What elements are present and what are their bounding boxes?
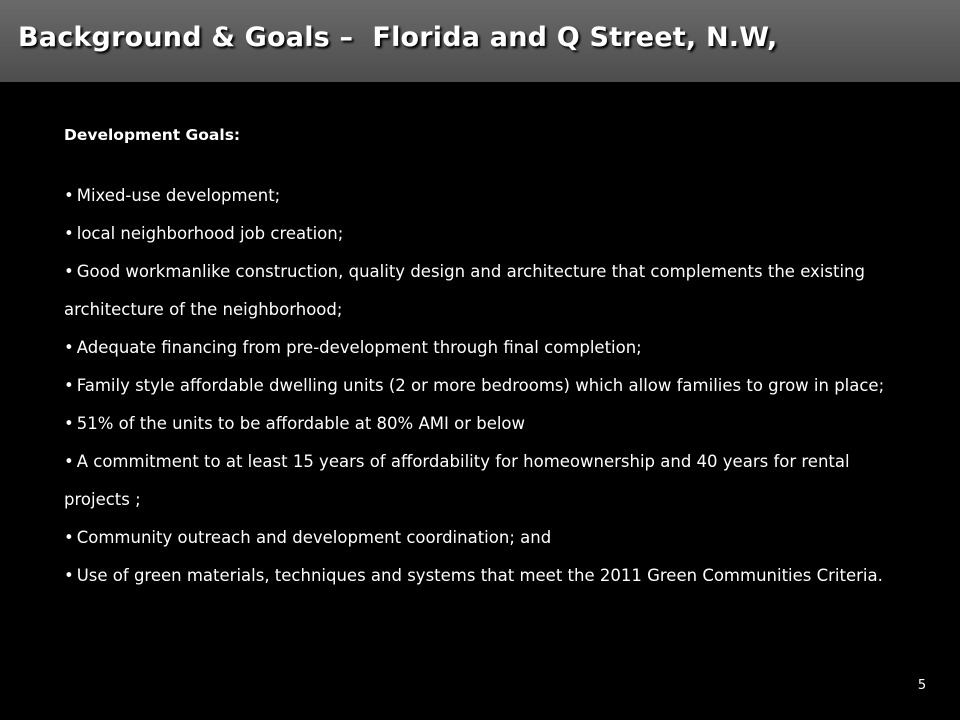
bullet-icon: •: [64, 338, 74, 357]
goal-text: Community outreach and development coordination; and: [76, 528, 552, 547]
goal-text: local neighborhood job creation;: [76, 224, 344, 243]
goal-text: Good workmanlike construction, quality design and architecture that complements the existing architecture of the neighborhood;: [64, 262, 865, 319]
goal-text: Family style affordable dwelling units (2 or more bedrooms) which allow families to grow in place;: [76, 376, 885, 395]
bullet-icon: •: [64, 376, 74, 395]
goal-item: [64, 443, 910, 519]
title-bar: [0, 0, 960, 82]
bullet-icon: •: [64, 452, 74, 471]
goal-item: [64, 367, 910, 405]
goal-text: 51% of the units to be affordable at 80% AMI or below: [76, 414, 526, 433]
bullet-icon: •: [64, 414, 74, 433]
goals-list: [64, 177, 910, 595]
slide-title: Background & Goals – Florida and Q Street, N.W,: [18, 22, 778, 53]
bullet-icon: •: [64, 566, 74, 585]
goal-text: Mixed-use development;: [76, 186, 281, 205]
goal-text: Use of green materials, techniques and systems that meet the 2011 Green Communities Criteria.: [76, 566, 883, 585]
goal-item: [64, 405, 910, 443]
goal-item: [64, 253, 910, 329]
goal-text: Adequate financing from pre-development through final completion;: [76, 338, 642, 357]
section-heading: Development Goals:: [64, 126, 241, 144]
goal-item: [64, 215, 910, 253]
goal-item: [64, 329, 910, 367]
slide-content: [64, 123, 910, 595]
page-number: 5: [917, 678, 927, 693]
goal-text: A commitment to at least 15 years of affordability for homeownership and 40 years for rental projects ;: [64, 452, 850, 509]
bullet-icon: •: [64, 224, 74, 243]
bullet-icon: •: [64, 186, 74, 205]
goal-item: [64, 557, 910, 595]
bullet-icon: •: [64, 528, 74, 547]
goal-item: [64, 519, 910, 557]
bullet-icon: •: [64, 262, 74, 281]
goal-item: [64, 177, 910, 215]
